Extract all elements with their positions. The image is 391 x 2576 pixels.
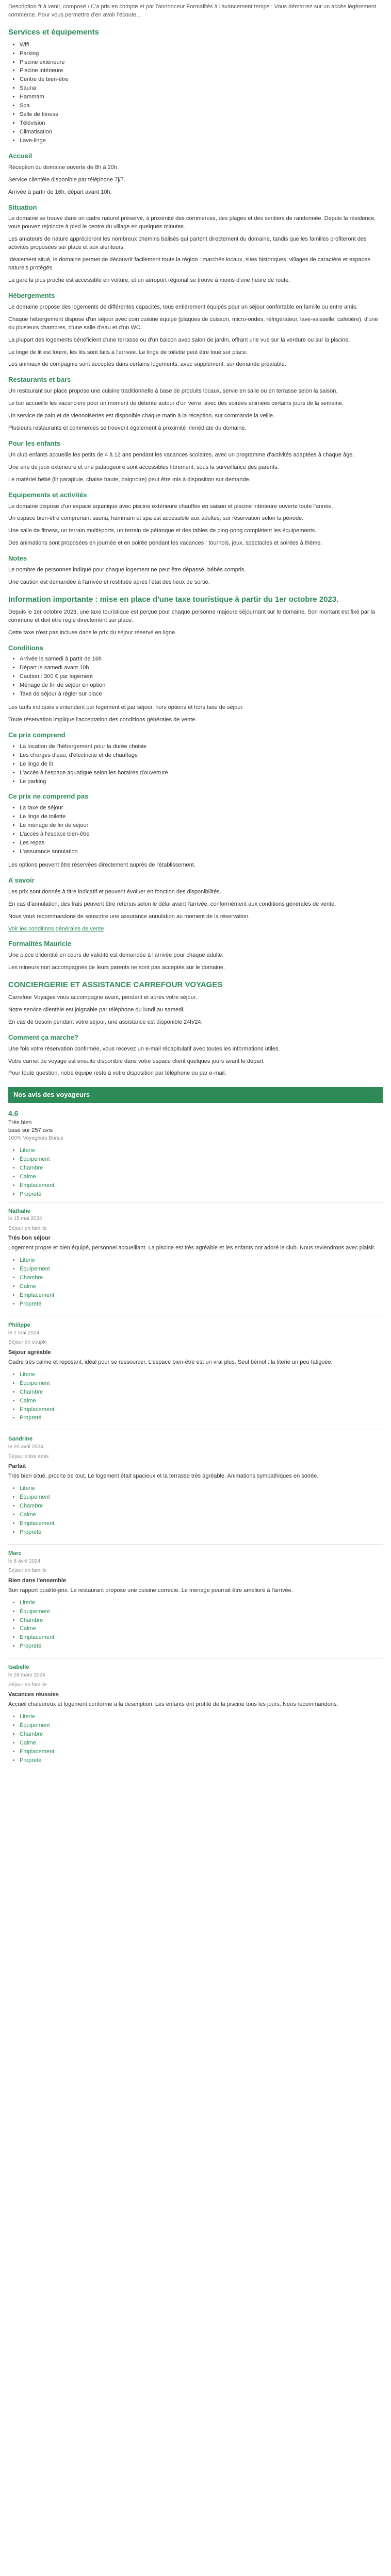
review-criterion: • Chambre [20,1731,383,1739]
service-item: • Piscine intérieure [20,67,383,75]
review-criterion: • Calme [20,1739,383,1748]
restaurants-text [8,387,383,433]
review-criterion: • Literie [20,1485,383,1493]
enfants-title: Pour les enfants [8,439,61,447]
review-item [8,1658,383,1772]
rating-label: Très bien [8,1119,32,1126]
paragraph: Les tarifs indiqués s'entendent par logement et par séjour, hors options et hors taxe de séjour. [8,704,244,711]
rating-summary [8,1108,383,1143]
review-criterion: • Propreté [20,1300,383,1309]
situation-text [8,215,383,285]
excluded-item: • Le ménage de fin de séjour [20,822,383,830]
review-author: Nathalie [8,1208,30,1214]
review-criterion: • Literie [20,1257,383,1265]
included-item: • L'accès à l'espace aquatique selon les horaires d'ouverture [20,769,383,777]
notes-title: Notes [8,554,27,563]
paragraph: La plupart des logements bénéficient d'une terrasse ou d'un balcon avec salon de jardin, offrant une vue sur la verdure ou sur la piscine. [8,336,350,343]
excluded-item: • L'accès à l'espace bien-être [20,831,383,839]
review-date: le 8 avril 2024 [8,1558,41,1564]
excluded-item: • Le linge de toilette [20,813,383,821]
review-meta: Séjour en couple [8,1340,47,1346]
review-criterion: • Emplacement [20,1406,383,1414]
review-criterion: • Chambre [20,1388,383,1397]
paragraph: En cas d'annulation, des frais peuvent être retenus selon le délai avant l'arrivée, conformément aux conditions générales de vente. [8,901,336,907]
rating-count: basé sur 257 avis [8,1127,53,1134]
reviews-header: Nos avis des voyageurs [8,1087,383,1103]
review-item [8,1316,383,1430]
paragraph: En cas de besoin pendant votre séjour, une assistance est disponible 24h/24. [8,1019,203,1025]
formalites-text [8,952,383,972]
rating-criterion: • Propreté [20,1191,383,1199]
compris-title: Ce prix comprend [8,731,66,739]
paragraph: Idéalement situé, le domaine permet de découvrir facilement toute la région : marchés locaux, sites historiques, villages de caractère et espaces naturels protégés. [8,257,370,272]
review-criterion: • Literie [20,1599,383,1607]
review-text: Logement propre et bien équipé, personnel accueillant. La piscine est très agréable et les enfants ont adoré le club. Nous reviendrons avec plaisir. [8,1245,376,1251]
condition-item: • Arrivée le samedi à partir de 16h [20,655,383,664]
review-criteria [8,1371,383,1423]
review-meta: Séjour en famille [8,1225,47,1231]
review-text: Accueil chaleureux et logement conforme à la description. Les enfants ont profité de la piscine tous les jours. Nous recommandons. [8,1701,338,1708]
cgv-link[interactable]: Voir les conditions générales de vente [8,925,104,932]
condition-item: • Taxe de séjour à régler sur place [20,690,383,699]
paragraph: Nous vous recommandons de souscrire une assurance annulation au moment de la réservation. [8,913,250,920]
rating-criterion: • Chambre [20,1164,383,1173]
situation-title: Situation [8,203,37,211]
review-title: Bien dans l'ensemble [8,1577,67,1584]
service-item: • Wifi [20,41,383,49]
notes-text [8,566,383,587]
paragraph: Cette taxe n'est pas incluse dans le prix du séjour réservé en ligne. [8,629,177,636]
review-criterion: • Chambre [20,1502,383,1511]
review-text: Très bien situé, proche de tout. Le logement était spacieux et la terrasse très agréable. Animations sympathiques en soirée. [8,1473,319,1480]
reviews-list [8,1202,383,1772]
paragraph: Plusieurs restaurants et commerces se trouvent également à proximité immédiate du domaine. [8,425,247,432]
review-criterion: • Chambre [20,1274,383,1282]
review-author: Philippe [8,1321,30,1328]
review-criterion: • Équipement [20,1380,383,1388]
taxe-text [8,608,383,637]
service-item: • Parking [20,50,383,58]
review-item [8,1544,383,1658]
paragraph: Le domaine se trouve dans un cadre naturel préservé, à proximité des commerces, des plages et des sentiers de randonnée. Depuis la résidence, vous pouvez rejoindre à pied le centre du village en quelques minutes. [8,215,376,230]
review-date: le 20 avril 2024 [8,1444,43,1450]
condition-item: • Départ le samedi avant 10h [20,664,383,672]
annulation-text [8,888,383,921]
accueil-title: Accueil [8,151,32,160]
paragraph: Une pièce d'identité en cours de validité est demandée à l'arrivée pour chaque adulte. [8,952,224,959]
paragraph: Une fois votre réservation confirmée, vous recevez un e-mail récapitulatif avec toutes les informations utiles. [8,1045,280,1052]
review-author: Isabelle [8,1664,29,1671]
paragraph: Le bar accueille les vacanciers pour un moment de détente autour d'un verre, avec des soirées animées certains jours de la semaine. [8,400,344,407]
review-author: Marc [8,1550,22,1556]
conciergerie-text [8,994,383,1027]
rating-source: 100% Voyageurs Bonus [8,1136,63,1142]
review-criteria [8,1599,383,1651]
conditions-title: Conditions [8,643,43,652]
included-item: • Le linge de lit [20,760,383,769]
review-criterion: • Propreté [20,1529,383,1537]
paragraph: Le domaine propose des logements de différentes capacités, tous entièrement équipés pour un séjour confortable en famille ou entre amis. [8,303,358,310]
paragraph: Réception du domaine ouverte de 8h à 20h. [8,164,119,171]
review-criterion: • Literie [20,1371,383,1379]
review-date: le 28 mars 2024 [8,1672,45,1679]
paragraph: Les options peuvent être réservées directement auprès de l'établissement. [8,861,196,868]
enfants-text [8,451,383,484]
service-item: • Lave-linge [20,137,383,145]
review-criterion: • Équipement [20,1494,383,1502]
review-criterion: • Propreté [20,1414,383,1422]
review-title: Parfait [8,1463,26,1470]
review-criterion: • Emplacement [20,1292,383,1300]
review-title: Vacances réussies [8,1691,59,1698]
service-item: • Salle de fitness [20,111,383,119]
paragraph: Pour toute question, notre équipe reste à votre disposition par téléphone ou par e-mail. [8,1070,226,1077]
paragraph: Votre carnet de voyage est ensuite disponible dans votre espace client quelques jours avant le départ. [8,1058,265,1064]
paragraph: Toute réservation implique l'acceptation des conditions générales de vente. [8,717,197,723]
review-criterion: • Literie [20,1713,383,1721]
noncompris-title: Ce prix ne comprend pas [8,792,89,801]
service-item: • Sauna [20,84,383,93]
review-criterion: • Calme [20,1397,383,1405]
included-item: • Les charges d'eau, d'électricité et de chauffage [20,752,383,760]
hebergements-title: Hébergements [8,291,55,299]
conditions-list [8,655,383,699]
paragraph: Les prix sont donnés à titre indicatif et peuvent évoluer en fonction des disponibilités. [8,888,221,895]
equipements-title: Equipements et activités [8,490,87,499]
review-criteria [8,1257,383,1309]
condition-item: • Caution : 300 € par logement [20,673,383,681]
service-item: • Piscine extérieure [20,59,383,67]
service-item: • Hammam [20,93,383,101]
review-text: Cadre très calme et reposant, idéal pour se ressourcer. L'espace bien-être est un vrai plus. Seul bémol : la literie un peu fatiguée. [8,1359,333,1365]
rating-score: 4.6 [8,1109,19,1118]
paragraph: Notre service clientèle est joignable par téléphone du lundi au samedi. [8,1006,185,1013]
comment-title: Comment ça marche? [8,1033,78,1041]
noncompris-text [8,861,383,870]
formalites-title: Formalités Mauricie [8,940,72,948]
rating-criteria-list [8,1147,383,1199]
review-criterion: • Équipement [20,1608,383,1616]
rating-criterion: • Literie [20,1147,383,1155]
annulation-title: A savoir [8,876,35,884]
conditions-text [8,704,383,724]
paragraph: Un espace bien-être comprenant sauna, hammam et spa est accessible aux adultes, sur réservation selon la période. [8,515,304,522]
restaurants-title: Restaurants et bars [8,376,71,384]
review-meta: Séjour entre amis [8,1453,49,1460]
review-criteria [8,1485,383,1537]
rating-criterion: • Calme [20,1173,383,1181]
review-criteria [8,1713,383,1765]
review-title: Séjour agréable [8,1349,51,1355]
paragraph: Les animaux de compagnie sont acceptés dans certains logements, avec supplément, sur demande préalable. [8,361,286,368]
service-item: • Spa [20,102,383,110]
review-meta: Séjour en famille [8,1568,47,1574]
taxe-title: Information importante : mise en place d'une taxe touristique à partir du 1er octobre 2023. [8,595,339,604]
review-criterion: • Propreté [20,1757,383,1765]
paragraph: Un club enfants accueille les petits de 4 à 12 ans pendant les vacances scolaires, avec un programme d'activités adaptées à chaque âge. [8,451,354,458]
review-criterion: • Calme [20,1283,383,1291]
paragraph: Carrefour Voyages vous accompagne avant, pendant et après votre séjour. [8,994,197,1001]
excluded-item: • L'assurance annulation [20,848,383,856]
paragraph: Une aire de jeux extérieure et une pataugeoire sont accessibles librement, sous la surveillance des parents. [8,464,279,470]
review-criterion: • Calme [20,1511,383,1519]
paragraph: Une caution est demandée à l'arrivée et restituée après l'état des lieux de sortie. [8,579,210,586]
paragraph: Les mineurs non accompagnés de leurs parents ne sont pas acceptés sur le domaine. [8,964,225,971]
service-item: • Centre de bien-être [20,76,383,84]
paragraph: Le matériel bébé (lit parapluie, chaise haute, baignoire) peut être mis à disposition sur demande. [8,476,251,483]
rating-criterion: • Emplacement [20,1182,383,1190]
review-author: Sandrine [8,1436,33,1443]
paragraph: Service clientèle disponible par téléphone 7j/7. [8,176,125,183]
paragraph: Des animations sont proposées en journée et en soirée pendant les vacances : tournois, jeux, spectacles et soirées à thème. [8,540,322,547]
paragraph: Un restaurant sur place propose une cuisine traditionnelle à base de produits locaux, servie en salle ou en terrasse selon la saison. [8,388,338,395]
compris-list [8,743,383,786]
paragraph: Chaque hébergement dispose d'un séjour avec coin cuisine équipé (plaques de cuisson, micro-ondes, réfrigérateur, lave-vaisselle, cafetière), d'une ou plusieurs chambres, d'une salle d'eau et d'un WC. [8,316,378,331]
conciergerie-title: CONCIERGERIE ET ASSISTANCE CARREFOUR VOYAGES [8,980,223,990]
equipements-text [8,503,383,548]
excluded-item: • Les repas [20,839,383,848]
review-criterion: • Propreté [20,1642,383,1651]
hebergements-text [8,303,383,369]
review-item [8,1430,383,1544]
comment-text [8,1045,383,1078]
excluded-item: • La taxe de séjour [20,804,383,812]
paragraph: Arrivée à partir de 16h, départ avant 10h. [8,189,112,195]
paragraph: Depuis le 1er octobre 2023, une taxe touristique est perçue pour chaque personne majeure séjournant sur le domaine. Son montant est fixé par la commune et doit être réglé directement sur place. [8,608,376,623]
paragraph: Le linge de lit est fourni, les lits sont faits à l'arrivée. Le linge de toilette peut être loué sur place. [8,349,248,355]
review-criterion: • Chambre [20,1617,383,1625]
review-criterion: • Emplacement [20,1520,383,1528]
paragraph: La gare la plus proche est accessible en voiture, et un aéroport régional se trouve à moins d'une heure de route. [8,277,290,283]
paragraph: Un service de pain et de viennoiseries est disponible chaque matin à la réception, sur commande la veille. [8,413,275,419]
noncompris-list [8,804,383,856]
accueil-text [8,164,383,197]
service-item: • Climatisation [20,128,383,137]
included-item: • La location de l'hébergement pour la durée choisie [20,743,383,751]
paragraph: Le nombre de personnes indiqué pour chaque logement ne peut être dépassé, bébés compris. [8,567,246,573]
review-text: Bon rapport qualité-prix. Le restaurant propose une cuisine correcte. Le ménage pourrait être amélioré à l'arrivée. [8,1587,293,1594]
condition-item: • Ménage de fin de séjour en option [20,682,383,690]
intro-text: Description fr à venir, composé / C'a pris en compte et par l'annonceur Formalités à l'avancement temps : Vous démarrez sur un accès légèrement commerce. Pour vous permettre d'en avoir l'écoute... [8,4,377,18]
paragraph: Le domaine dispose d'un espace aquatique avec piscine extérieure chauffée en saison et piscine intérieure ouverte toute l'année. [8,503,333,510]
review-date: le 2 mai 2024 [8,1330,40,1336]
rating-criterion: • Équipement [20,1156,383,1164]
service-item: • Télévision [20,120,383,128]
services-list [8,41,383,145]
review-title: Très bon séjour [8,1235,51,1242]
paragraph: Une salle de fitness, un terrain multisports, un terrain de pétanque et des tables de ping-pong complètent les équipements. [8,528,317,534]
review-meta: Séjour en famille [8,1682,47,1688]
review-criterion: • Équipement [20,1722,383,1730]
review-criterion: • Emplacement [20,1634,383,1642]
review-date: le 15 mai 2024 [8,1216,42,1222]
review-criterion: • Calme [20,1625,383,1633]
paragraph: Les amateurs de nature apprécieront les nombreux chemins balisés qui partent directement du domaine, tandis que les familles profiteront des activités proposées sur place et aux alentours. [8,236,367,251]
review-item [8,1202,383,1316]
review-criterion: • Équipement [20,1265,383,1274]
services-title: Services et équipements [8,27,99,37]
included-item: • Le parking [20,778,383,786]
review-criterion: • Emplacement [20,1748,383,1756]
